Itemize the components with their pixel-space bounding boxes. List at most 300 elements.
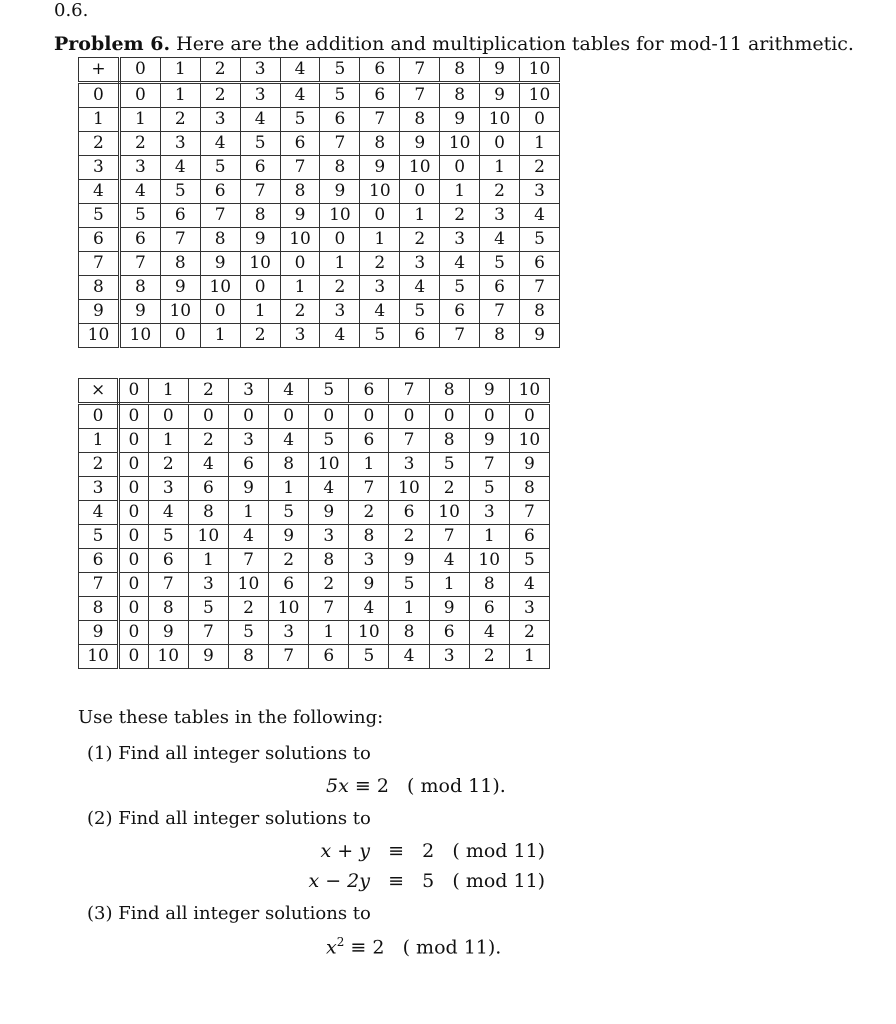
table-cell: 0 <box>119 404 149 429</box>
table-cell: 7 <box>309 597 349 621</box>
table-cell: 6 <box>200 180 240 204</box>
table-cell: 6 <box>360 83 400 108</box>
question-2-equation-1 <box>308 840 545 862</box>
table-cell: 3 <box>349 549 389 573</box>
table-row <box>79 300 560 324</box>
table-cell: 3 <box>228 429 268 453</box>
table-cell: 6 <box>469 597 509 621</box>
table-cell: 8 <box>469 573 509 597</box>
table-cell: 7 <box>228 549 268 573</box>
table-cell: 4 <box>429 549 469 573</box>
table-cell: 8 <box>160 252 200 276</box>
table-cell: 5 <box>520 228 560 252</box>
table-cell: 10 <box>280 228 320 252</box>
eq-mod: ( mod 11) <box>452 840 546 862</box>
table-cell: 0 <box>119 525 149 549</box>
eq-mod: ( mod 11). <box>402 936 502 959</box>
eq-rel: ≡ <box>350 936 367 959</box>
table-cell: 5 <box>480 252 520 276</box>
table-row <box>79 108 560 132</box>
table-cell: 8 <box>280 180 320 204</box>
table-cell: 9 <box>360 156 400 180</box>
row-header: 10 <box>79 645 119 669</box>
table-cell: 2 <box>360 252 400 276</box>
table-cell: 4 <box>520 204 560 228</box>
table-cell: 2 <box>440 204 480 228</box>
table-cell: 4 <box>349 597 389 621</box>
table-cell: 8 <box>509 477 549 501</box>
table-cell: 9 <box>440 108 480 132</box>
table-cell: 5 <box>389 573 429 597</box>
table-cell: 10 <box>119 324 160 348</box>
table-cell: 0 <box>148 404 188 429</box>
table-header-row <box>79 379 550 404</box>
table-cell: 9 <box>429 597 469 621</box>
table-cell: 10 <box>509 429 549 453</box>
column-header: 5 <box>309 379 349 404</box>
eq-rhs: 2 <box>372 936 385 959</box>
table-cell: 1 <box>469 525 509 549</box>
table-cell: 4 <box>240 108 280 132</box>
table-cell: 0 <box>119 549 149 573</box>
table-cell: 1 <box>280 276 320 300</box>
table-cell: 3 <box>160 132 200 156</box>
table-cell: 3 <box>360 276 400 300</box>
table-cell: 4 <box>119 180 160 204</box>
table-cell: 1 <box>429 573 469 597</box>
table-cell: 1 <box>240 300 280 324</box>
row-header: 10 <box>79 324 120 348</box>
table-cell: 3 <box>429 645 469 669</box>
table-cell: 8 <box>429 429 469 453</box>
table-cell: 6 <box>509 525 549 549</box>
table-cell: 1 <box>509 645 549 669</box>
table-cell: 0 <box>440 156 480 180</box>
table-cell: 6 <box>269 573 309 597</box>
table-cell: 6 <box>400 324 440 348</box>
table-cell: 0 <box>119 501 149 525</box>
table-cell: 1 <box>309 621 349 645</box>
row-header: 7 <box>79 573 119 597</box>
eq-rhs: 5 <box>422 870 435 892</box>
table-cell: 5 <box>509 549 549 573</box>
table-cell: 8 <box>119 276 160 300</box>
column-header: 6 <box>360 58 400 83</box>
table-cell: 8 <box>320 156 360 180</box>
table-cell: 8 <box>240 204 280 228</box>
table-cell: 6 <box>188 477 228 501</box>
table-cell: 2 <box>280 300 320 324</box>
table-cell: 2 <box>119 132 160 156</box>
table-cell: 9 <box>480 83 520 108</box>
column-header: 3 <box>228 379 268 404</box>
table-cell: 5 <box>280 108 320 132</box>
table-cell: 3 <box>188 573 228 597</box>
table-cell: 9 <box>400 132 440 156</box>
column-header: 9 <box>480 58 520 83</box>
table-cell: 0 <box>119 453 149 477</box>
table-row <box>79 453 550 477</box>
table-cell: 6 <box>119 228 160 252</box>
eq-rel: ≡ <box>388 840 405 862</box>
eq-mod: ( mod 11). <box>407 775 506 797</box>
column-header: 9 <box>469 379 509 404</box>
row-header: 3 <box>79 156 120 180</box>
column-header: 8 <box>440 58 480 83</box>
table-cell: 6 <box>148 549 188 573</box>
column-header: 0 <box>119 58 160 83</box>
table-cell: 1 <box>389 597 429 621</box>
table-cell: 4 <box>148 501 188 525</box>
table-row <box>79 501 550 525</box>
table-cell: 0 <box>389 404 429 429</box>
table-cell: 1 <box>440 180 480 204</box>
column-header: 2 <box>200 58 240 83</box>
table-cell: 4 <box>480 228 520 252</box>
table-cell: 10 <box>400 156 440 180</box>
table-row <box>79 477 550 501</box>
table-cell: 1 <box>148 429 188 453</box>
table-cell: 0 <box>520 108 560 132</box>
row-header: 2 <box>79 132 120 156</box>
table-row <box>79 228 560 252</box>
table-row <box>79 621 550 645</box>
table-corner-symbol: + <box>79 58 120 83</box>
section-number: 0.6. <box>54 0 89 21</box>
table-row <box>79 573 550 597</box>
table-cell: 7 <box>188 621 228 645</box>
table-cell: 5 <box>429 453 469 477</box>
table-cell: 10 <box>480 108 520 132</box>
table-cell: 9 <box>228 477 268 501</box>
row-header: 8 <box>79 276 120 300</box>
column-header: 8 <box>429 379 469 404</box>
table-row <box>79 525 550 549</box>
column-header: 1 <box>148 379 188 404</box>
table-cell: 3 <box>469 501 509 525</box>
table-cell: 4 <box>389 645 429 669</box>
table-cell: 10 <box>200 276 240 300</box>
table-cell: 8 <box>188 501 228 525</box>
table-cell: 7 <box>349 477 389 501</box>
table-cell: 6 <box>240 156 280 180</box>
eq-rel: ≡ <box>354 775 371 797</box>
column-header: 0 <box>119 379 149 404</box>
table-row <box>79 404 550 429</box>
table-cell: 1 <box>119 108 160 132</box>
table-cell: 8 <box>400 108 440 132</box>
table-header-row <box>79 58 560 83</box>
table-cell: 7 <box>320 132 360 156</box>
table-cell: 6 <box>389 501 429 525</box>
column-header: 3 <box>240 58 280 83</box>
table-cell: 8 <box>309 549 349 573</box>
table-cell: 7 <box>280 156 320 180</box>
table-cell: 10 <box>520 83 560 108</box>
table-cell: 5 <box>400 300 440 324</box>
table-cell: 0 <box>349 404 389 429</box>
eq-exponent: 2 <box>336 935 345 949</box>
table-cell: 7 <box>440 324 480 348</box>
table-cell: 9 <box>389 549 429 573</box>
table-cell: 8 <box>228 645 268 669</box>
table-cell: 6 <box>429 621 469 645</box>
eq-rhs: 2 <box>422 840 435 862</box>
table-cell: 5 <box>188 597 228 621</box>
table-cell: 7 <box>429 525 469 549</box>
table-cell: 5 <box>228 621 268 645</box>
table-cell: 4 <box>440 252 480 276</box>
table-cell: 10 <box>148 645 188 669</box>
table-cell: 0 <box>360 204 400 228</box>
problem-text: Here are the addition and multiplication tables for mod-11 arithmetic. <box>176 33 854 55</box>
table-cell: 3 <box>309 525 349 549</box>
table-cell: 2 <box>240 324 280 348</box>
table-cell: 0 <box>309 404 349 429</box>
table-cell: 5 <box>240 132 280 156</box>
row-header: 5 <box>79 525 119 549</box>
table-cell: 0 <box>469 404 509 429</box>
table-row <box>79 549 550 573</box>
table-cell: 0 <box>119 573 149 597</box>
table-cell: 10 <box>160 300 200 324</box>
table-cell: 8 <box>200 228 240 252</box>
table-cell: 7 <box>240 180 280 204</box>
eq-lhs: 5x <box>326 775 349 797</box>
question-2-equation-2 <box>292 870 545 892</box>
table-cell: 4 <box>160 156 200 180</box>
table-row <box>79 324 560 348</box>
table-cell: 9 <box>188 645 228 669</box>
table-cell: 2 <box>349 501 389 525</box>
table-cell: 1 <box>269 477 309 501</box>
table-cell: 2 <box>269 549 309 573</box>
row-header: 4 <box>79 180 120 204</box>
table-cell: 9 <box>119 300 160 324</box>
table-cell: 7 <box>480 300 520 324</box>
table-cell: 2 <box>469 645 509 669</box>
table-cell: 3 <box>200 108 240 132</box>
multiplication-table <box>78 378 550 669</box>
row-header: 9 <box>79 621 119 645</box>
column-header: 7 <box>400 58 440 83</box>
table-cell: 2 <box>320 276 360 300</box>
column-header: 4 <box>280 58 320 83</box>
table-cell: 0 <box>228 404 268 429</box>
row-header: 7 <box>79 252 120 276</box>
table-cell: 3 <box>440 228 480 252</box>
table-cell: 8 <box>480 324 520 348</box>
table-cell: 3 <box>389 453 429 477</box>
table-cell: 0 <box>429 404 469 429</box>
table-row <box>79 276 560 300</box>
row-header: 5 <box>79 204 120 228</box>
table-row <box>79 597 550 621</box>
row-header: 0 <box>79 404 119 429</box>
table-cell: 6 <box>480 276 520 300</box>
column-header: 10 <box>520 58 560 83</box>
table-cell: 7 <box>389 429 429 453</box>
table-cell: 6 <box>440 300 480 324</box>
table-cell: 6 <box>160 204 200 228</box>
table-cell: 7 <box>520 276 560 300</box>
table-cell: 1 <box>349 453 389 477</box>
table-cell: 9 <box>269 525 309 549</box>
table-cell: 10 <box>469 549 509 573</box>
table-cell: 10 <box>440 132 480 156</box>
table-cell: 3 <box>280 324 320 348</box>
row-header: 6 <box>79 549 119 573</box>
table-cell: 2 <box>188 429 228 453</box>
question-3-label: (3) Find all integer solutions to <box>87 903 371 924</box>
table-cell: 4 <box>469 621 509 645</box>
table-cell: 4 <box>188 453 228 477</box>
table-cell: 4 <box>400 276 440 300</box>
table-cell: 0 <box>200 300 240 324</box>
table-cell: 9 <box>280 204 320 228</box>
table-cell: 0 <box>280 252 320 276</box>
table-cell: 3 <box>148 477 188 501</box>
table-cell: 1 <box>320 252 360 276</box>
table-cell: 2 <box>389 525 429 549</box>
eq-mod: ( mod 11) <box>452 870 546 892</box>
table-cell: 1 <box>188 549 228 573</box>
table-cell: 10 <box>309 453 349 477</box>
eq-rhs: 2 <box>376 775 389 797</box>
table-cell: 5 <box>269 501 309 525</box>
column-header: 4 <box>269 379 309 404</box>
table-cell: 0 <box>119 597 149 621</box>
table-cell: 4 <box>320 324 360 348</box>
row-header: 6 <box>79 228 120 252</box>
table-cell: 8 <box>389 621 429 645</box>
row-header: 2 <box>79 453 119 477</box>
table-cell: 9 <box>509 453 549 477</box>
column-header: 7 <box>389 379 429 404</box>
table-cell: 7 <box>269 645 309 669</box>
row-header: 1 <box>79 429 119 453</box>
table-cell: 1 <box>400 204 440 228</box>
table-cell: 4 <box>509 573 549 597</box>
table-cell: 9 <box>148 621 188 645</box>
table-cell: 0 <box>160 324 200 348</box>
table-cell: 5 <box>148 525 188 549</box>
table-cell: 0 <box>119 645 149 669</box>
table-cell: 2 <box>509 621 549 645</box>
table-row <box>79 252 560 276</box>
question-3-equation <box>326 935 501 958</box>
table-cell: 4 <box>309 477 349 501</box>
table-cell: 3 <box>320 300 360 324</box>
addition-table <box>78 57 560 348</box>
eq-lhs: x + y <box>320 840 370 862</box>
table-cell: 0 <box>509 404 549 429</box>
table-cell: 4 <box>269 429 309 453</box>
table-row <box>79 83 560 108</box>
table-cell: 4 <box>360 300 400 324</box>
table-cell: 0 <box>320 228 360 252</box>
table-cell: 1 <box>228 501 268 525</box>
table-row <box>79 429 550 453</box>
problem-label: Problem 6. <box>54 33 171 55</box>
table-cell: 10 <box>228 573 268 597</box>
table-cell: 9 <box>160 276 200 300</box>
table-cell: 7 <box>469 453 509 477</box>
table-cell: 2 <box>200 83 240 108</box>
table-cell: 5 <box>200 156 240 180</box>
table-cell: 9 <box>520 324 560 348</box>
eq-lhs: x − 2y <box>308 870 370 892</box>
table-cell: 0 <box>269 404 309 429</box>
table-cell: 5 <box>160 180 200 204</box>
table-cell: 2 <box>400 228 440 252</box>
table-cell: 0 <box>119 83 160 108</box>
table-cell: 3 <box>400 252 440 276</box>
table-cell: 1 <box>520 132 560 156</box>
row-header: 3 <box>79 477 119 501</box>
table-cell: 0 <box>119 621 149 645</box>
table-cell: 5 <box>440 276 480 300</box>
question-1-equation <box>326 775 506 797</box>
table-cell: 7 <box>119 252 160 276</box>
question-1-label: (1) Find all integer solutions to <box>87 743 371 764</box>
table-cell: 1 <box>200 324 240 348</box>
row-header: 0 <box>79 83 120 108</box>
table-cell: 8 <box>520 300 560 324</box>
table-cell: 7 <box>360 108 400 132</box>
row-header: 8 <box>79 597 119 621</box>
table-cell: 10 <box>429 501 469 525</box>
table-cell: 9 <box>200 252 240 276</box>
table-cell: 3 <box>240 83 280 108</box>
row-header: 1 <box>79 108 120 132</box>
table-cell: 10 <box>269 597 309 621</box>
table-cell: 6 <box>280 132 320 156</box>
table-cell: 7 <box>200 204 240 228</box>
table-cell: 6 <box>320 108 360 132</box>
table-cell: 4 <box>280 83 320 108</box>
table-cell: 2 <box>160 108 200 132</box>
table-cell: 5 <box>119 204 160 228</box>
table-cell: 6 <box>228 453 268 477</box>
table-cell: 7 <box>509 501 549 525</box>
table-cell: 0 <box>480 132 520 156</box>
table-cell: 9 <box>349 573 389 597</box>
table-cell: 10 <box>349 621 389 645</box>
table-cell: 10 <box>389 477 429 501</box>
table-row <box>79 645 550 669</box>
table-cell: 2 <box>520 156 560 180</box>
table-cell: 5 <box>349 645 389 669</box>
table-cell: 3 <box>269 621 309 645</box>
table-cell: 9 <box>469 429 509 453</box>
table-corner-symbol: × <box>79 379 119 404</box>
row-header: 4 <box>79 501 119 525</box>
table-row <box>79 156 560 180</box>
table-cell: 8 <box>349 525 389 549</box>
column-header: 6 <box>349 379 389 404</box>
column-header: 1 <box>160 58 200 83</box>
table-cell: 4 <box>200 132 240 156</box>
table-cell: 5 <box>469 477 509 501</box>
table-cell: 0 <box>240 276 280 300</box>
column-header: 10 <box>509 379 549 404</box>
row-header: 9 <box>79 300 120 324</box>
table-cell: 10 <box>320 204 360 228</box>
table-cell: 1 <box>480 156 520 180</box>
table-cell: 2 <box>148 453 188 477</box>
problem-statement <box>54 33 854 55</box>
